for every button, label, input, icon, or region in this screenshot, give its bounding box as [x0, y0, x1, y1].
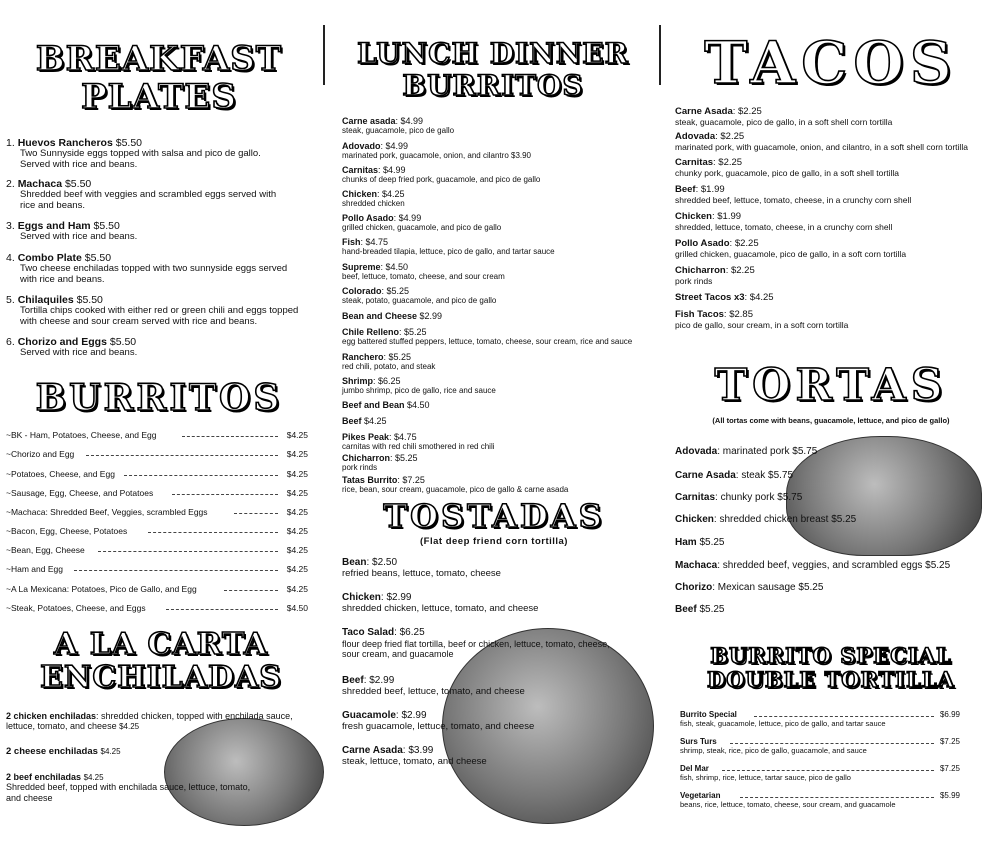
tostada-item: Beef: $2.99 shredded beef, lettuce, tomato, and cheese — [342, 675, 525, 697]
lunch-item: Chicharron: $5.25 pork rinds — [342, 453, 418, 473]
tostada-item: Bean: $2.50 refried beans, lettuce, tomato, cheese — [342, 557, 501, 579]
taco-item: Beef: $1.99 shredded beef, lettuce, tomato, cheese, in a crunchy corn shell — [675, 184, 912, 205]
lunch-item: Carnitas: $4.99 chunks of deep fried pork, guacamole, and pico de gallo — [342, 165, 541, 185]
burrito-row: ~Machaca: Shredded Beef, Veggies, scrambled Eggs $4.25 — [6, 507, 308, 517]
lunch-item: Shrimp: $6.25 jumbo shrimp, pico de gallo, rice and sauce — [342, 376, 496, 396]
tortas-title: TORTAS — [714, 360, 948, 411]
lunch-item: Carne asada: $4.99 steak, guacamole, pico de gallo — [342, 116, 455, 136]
burrito-row: ~Bean, Egg, Cheese $4.25 — [6, 545, 308, 555]
lunch-item: Beef and Bean $4.50 — [342, 400, 430, 410]
special-title: BURRITO SPECIAL DOUBLE TORTILLA — [707, 643, 955, 692]
tostadas-subtitle: (Flat deep friend corn tortilla) — [420, 536, 568, 547]
lunch-item: Chile Relleno: $5.25 egg battered stuffed peppers, lettuce, tomato, cheese, sour cream, rice and sauce — [342, 327, 633, 347]
breakfast-item: 1. Huevos Rancheros $5.50 Two Sunnyside eggs topped with salsa and pico de gallo. Served with rice and beans. — [6, 137, 261, 170]
lunch-item: Chicken: $4.25 shredded chicken — [342, 189, 405, 209]
taco-item: Carnitas: $2.25 chunky pork, guacamole, pico de gallo, in a soft shell tortilla — [675, 157, 899, 178]
lunch-item: Bean and Cheese $2.99 — [342, 311, 443, 321]
lunch-item: Pollo Asado: $4.99 grilled chicken, guacamole, and pico de gallo — [342, 213, 502, 233]
torta-item: Carnitas: chunky pork $5.75 — [675, 492, 803, 503]
tostada-item: Guacamole: $2.99 fresh guacamole, lettuce, tomato, and cheese — [342, 710, 535, 732]
enchilada-item: 2 cheese enchiladas $4.25 — [6, 746, 121, 757]
tostada-item: Carne Asada: $3.99 steak, lettuce, tomato, and cheese — [342, 745, 487, 767]
taco-item: Adovada: $2.25 marinated pork, with guacamole, onion, and cilantro, in a soft shell corn tortilla — [675, 131, 968, 152]
breakfast-item: 3. Eggs and Ham $5.50 Served with rice and beans. — [6, 220, 138, 243]
torta-item: Machaca: shredded beef, veggies, and scrambled eggs $5.25 — [675, 560, 951, 571]
torta-item: Beef $5.25 — [675, 604, 725, 615]
lunch-item: Beef $4.25 — [342, 416, 387, 426]
lunch-item: Pikes Peak: $4.75 carnitas with red chili smothered in red chili — [342, 432, 495, 452]
special-row: Burrito Special $6.99 fish, steak, guacamole, lettuce, pico de gallo, and tartar sauce — [680, 710, 960, 728]
taco-item: Carne Asada: $2.25 steak, guacamole, pico de gallo, in a soft shell corn tortilla — [675, 106, 893, 127]
torta-item: Ham $5.25 — [675, 537, 725, 548]
torta-item: Carne Asada: steak $5.75 — [675, 470, 794, 481]
taco-item: Pollo Asado: $2.25 grilled chicken, guacamole, pico de gallo, in a soft corn tortilla — [675, 238, 907, 259]
special-row: Surs Turs $7.25 shrimp, steak, rice, pico de gallo, guacamole, and sauce — [680, 737, 960, 755]
enchiladas-title: A LA CARTA ENCHILADAS — [40, 627, 282, 695]
breakfast-item: 5. Chilaquiles $5.50 Tortilla chips cooked with either red or green chili and eggs topped with cheese and sour cream served with rice and beans. — [6, 294, 299, 327]
burrito-row: ~Chorizo and Egg $4.25 — [6, 449, 308, 459]
torta-item: Chorizo: Mexican sausage $5.25 — [675, 582, 824, 593]
special-row: Del Mar $7.25 fish, shrimp, rice, lettuce, tartar sauce, pico de gallo — [680, 764, 960, 782]
lunch-item: Supreme: $4.50 beef, lettuce, tomato, cheese, and sour cream — [342, 262, 505, 282]
lunch-item: Adovado: $4.99 marinated pork, guacamole, onion, and cilantro $3.90 — [342, 141, 532, 161]
lunch-item: Fish: $4.75 hand-breaded tilapia, lettuce, pico de gallo, and tartar sauce — [342, 237, 555, 257]
burrito-row: ~Potatoes, Cheese, and Egg $4.25 — [6, 469, 308, 479]
burrito-row: ~Bacon, Egg, Cheese, Potatoes $4.25 — [6, 526, 308, 536]
tortas-subtitle: (All tortas come with beans, guacamole, lettuce, and pico de gallo) — [712, 416, 950, 425]
lunch-item: Colorado: $5.25 steak, potato, guacamole, and pico de gallo — [342, 286, 497, 306]
burrito-row: ~Sausage, Egg, Cheese, and Potatoes $4.25 — [6, 488, 308, 498]
tacos-title: TACOS — [704, 29, 958, 97]
lunch-item: Tatas Burrito: $7.25 rice, bean, sour cream, guacamole, pico de gallo & carne asada — [342, 475, 569, 495]
burrito-row: ~Ham and Egg $4.25 — [6, 564, 308, 574]
lunch-item: Ranchero: $5.25 red chili, potato, and steak — [342, 352, 436, 372]
lunch-title: LUNCH DINNER BURRITOS — [357, 37, 629, 102]
taco-item: Street Tacos x3: $4.25 — [675, 292, 774, 303]
tostada-item: Chicken: $2.99 shredded chicken, lettuce, tomato, and cheese — [342, 592, 539, 614]
breakfast-title: BREAKFAST PLATES — [35, 39, 283, 117]
tostadas-title: TOSTADAS — [383, 497, 605, 535]
taco-item: Chicharron: $2.25 pork rinds — [675, 265, 755, 286]
breakfast-item: 2. Machaca $5.50 Shredded beef with veggies and scrambled eggs served with rice and beans. — [6, 178, 277, 211]
breakfast-item: 6. Chorizo and Eggs $5.50 Served with rice and beans. — [6, 336, 138, 359]
tostada-item: Taco Salad: $6.25 flour deep fried flat tortilla, beef or chicken, lettuce, tomato, cheese, sour cream, and guacamole — [342, 627, 610, 659]
taco-item: Chicken: $1.99 shredded, lettuce, tomato, cheese, in a crunchy corn shell — [675, 211, 893, 232]
enchilada-item: 2 beef enchiladas $4.25 Shredded beef, topped with enchilada sauce, lettuce, tomato, and cheese — [6, 772, 251, 803]
taco-item: Fish Tacos: $2.85 pico de gallo, sour cream, in a soft corn tortilla — [675, 309, 849, 330]
special-row: Vegetarian $5.99 beans, rice, lettuce, tomato, cheese, sour cream, and guacamole — [680, 791, 960, 809]
burrito-row: ~BK - Ham, Potatoes, Cheese, and Egg $4.25 — [6, 430, 308, 440]
burritos-title: BURRITOS — [35, 377, 283, 419]
torta-item: Chicken: shredded chicken breast $5.25 — [675, 514, 857, 525]
torta-item: Adovada: marinated pork $5.75 — [675, 446, 818, 457]
burrito-row: ~Steak, Potatoes, Cheese, and Eggs $4.50 — [6, 603, 308, 613]
column-divider-left — [323, 25, 325, 85]
burrito-row: ~A La Mexicana: Potatoes, Pico de Gallo, and Egg $4.25 — [6, 584, 308, 594]
enchilada-item: 2 chicken enchiladas: shredded chicken, topped with enchilada sauce, lettuce, tomato, and cheese $4.25 — [6, 711, 293, 732]
breakfast-item: 4. Combo Plate $5.50 Two cheese enchiladas topped with two sunnyside eggs served with rice and beans. — [6, 252, 288, 285]
column-divider-right — [659, 25, 661, 85]
